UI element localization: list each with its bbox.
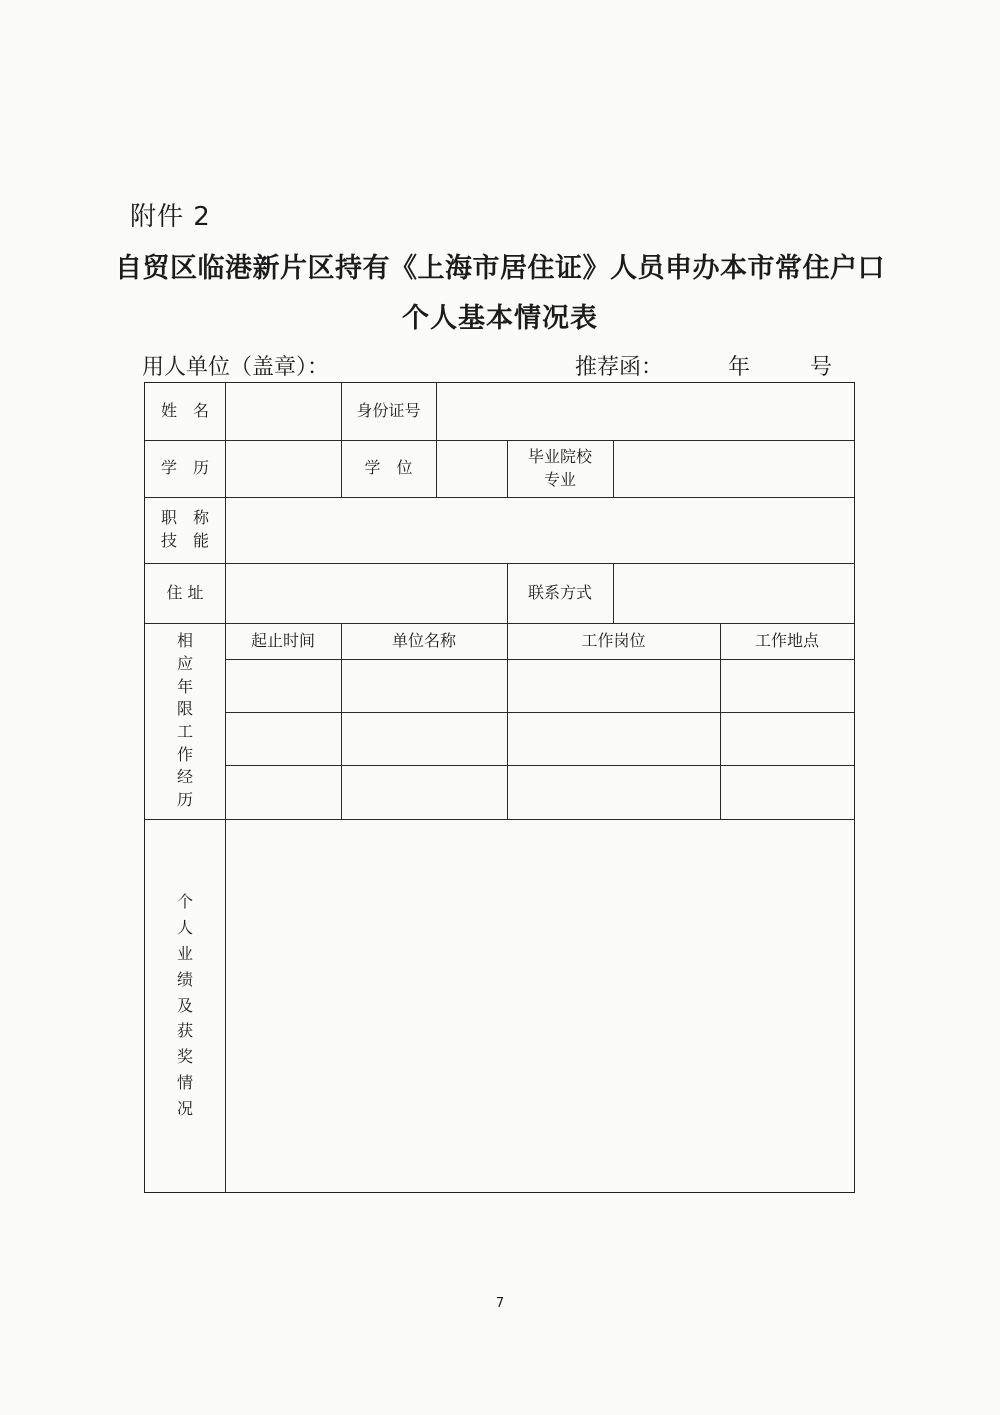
vertical-label-char: 情 bbox=[176, 1073, 193, 1093]
work-col-location: 工作地点 bbox=[754, 630, 819, 650]
number-label: 号 bbox=[810, 355, 833, 380]
work-row-2[interactable] bbox=[225, 712, 854, 765]
work-col-position: 工作岗位 bbox=[581, 630, 646, 650]
name-field[interactable] bbox=[225, 383, 341, 440]
document-title: 自贸区临港新片区持有《上海市居住证》人员申办本市常住户口 bbox=[115, 253, 885, 284]
name-label: 姓 名 bbox=[160, 401, 209, 421]
professional-title-label: 职 称 bbox=[160, 508, 209, 528]
vertical-label-char: 作 bbox=[176, 744, 193, 764]
document-subtitle: 个人基本情况表 bbox=[402, 303, 598, 334]
id-number-field[interactable] bbox=[436, 383, 854, 440]
work-row-3[interactable] bbox=[225, 765, 854, 819]
employer-stamp-label: 用人单位（盖章）： bbox=[142, 355, 330, 380]
school-major-label bbox=[507, 440, 613, 497]
vertical-label-char: 获 bbox=[176, 1021, 193, 1041]
address-label: 住 址 bbox=[166, 582, 204, 602]
vertical-label-char: 历 bbox=[176, 790, 193, 810]
school-major-field[interactable] bbox=[613, 440, 854, 497]
contact-label: 联系方式 bbox=[527, 582, 592, 602]
contact-field[interactable] bbox=[613, 563, 854, 623]
work-row-1[interactable] bbox=[225, 659, 854, 712]
vertical-label-char: 限 bbox=[176, 699, 193, 719]
vertical-label-char: 及 bbox=[176, 995, 193, 1015]
degree-label: 学 位 bbox=[364, 458, 413, 478]
id-number-label: 身份证号 bbox=[356, 401, 421, 421]
info-form-table bbox=[144, 382, 855, 1193]
skill-label: 技 能 bbox=[160, 531, 209, 550]
achievements-field[interactable] bbox=[225, 819, 854, 1192]
vertical-label-char: 工 bbox=[176, 722, 193, 741]
vertical-label-char: 奖 bbox=[176, 1047, 193, 1067]
education-field[interactable] bbox=[225, 440, 341, 497]
title-skill-label bbox=[145, 497, 225, 563]
recommendation-letter-label: 推荐函： bbox=[575, 355, 664, 380]
attachment-label: 附件 2 bbox=[130, 202, 211, 232]
work-history-label bbox=[145, 623, 225, 819]
title-skill-field[interactable] bbox=[225, 497, 854, 563]
achievements-label bbox=[145, 819, 225, 1192]
school-label: 毕业院校 bbox=[527, 446, 592, 466]
vertical-label-char: 相 bbox=[176, 631, 193, 651]
vertical-label-char: 个 bbox=[176, 891, 193, 911]
vertical-label-char: 经 bbox=[176, 767, 193, 787]
address-field[interactable] bbox=[225, 563, 507, 623]
vertical-label-char: 应 bbox=[176, 653, 193, 673]
education-label: 学 历 bbox=[160, 458, 209, 478]
vertical-label-char: 绩 bbox=[176, 969, 193, 989]
major-label: 专业 bbox=[543, 469, 576, 489]
vertical-label-char: 业 bbox=[176, 943, 193, 963]
degree-field[interactable] bbox=[436, 440, 507, 497]
year-label: 年 bbox=[728, 355, 751, 380]
vertical-label-char: 况 bbox=[176, 1099, 193, 1119]
vertical-label-char: 人 bbox=[176, 917, 193, 937]
work-col-employer: 单位名称 bbox=[391, 630, 456, 650]
work-col-period: 起止时间 bbox=[250, 630, 315, 650]
page-number: 7 bbox=[495, 1296, 505, 1311]
vertical-label-char: 年 bbox=[176, 676, 193, 696]
